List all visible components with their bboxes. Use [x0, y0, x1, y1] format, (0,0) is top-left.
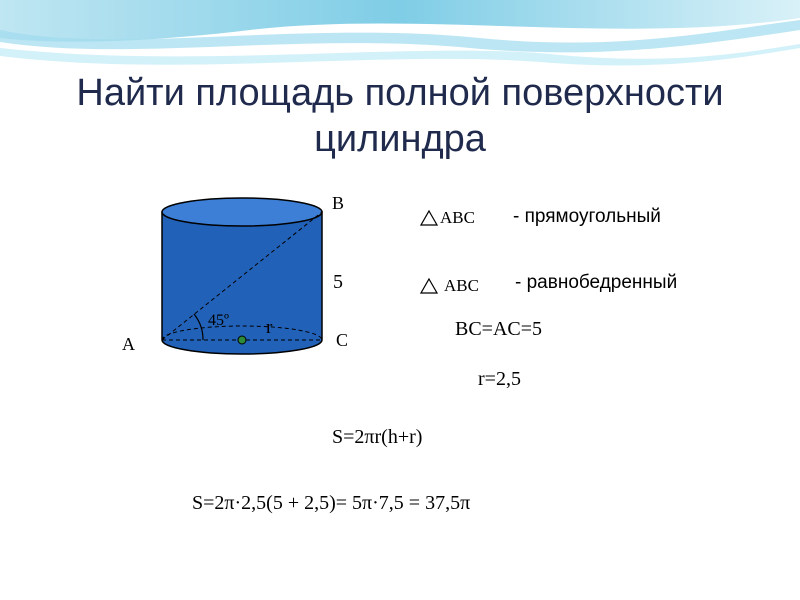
point-b-label: B	[332, 193, 345, 213]
fact-isosceles-triangle	[420, 276, 479, 296]
triangle-name: ABC	[440, 208, 475, 227]
title-line-1: Найти площадь полной поверхности	[76, 72, 724, 114]
height-label: 5	[333, 271, 343, 293]
title-line-2: цилиндра	[314, 118, 486, 160]
point-c-label: C	[336, 330, 349, 350]
triangle-name: ABC	[444, 276, 479, 295]
center-point	[238, 336, 246, 344]
header-wave-decoration	[0, 0, 800, 80]
formula-general: S=2πr(h+r)	[332, 426, 423, 448]
fact-isosceles-text: - равнобедренный	[515, 272, 678, 293]
cylinder-top	[162, 198, 322, 226]
slide-title	[40, 70, 760, 162]
angle-label: 45º	[208, 312, 229, 329]
radius-label: r	[266, 317, 273, 338]
point-a-label: A	[122, 334, 135, 354]
triangle-icon	[420, 277, 438, 295]
cylinder-body	[162, 212, 322, 354]
fact-right-triangle	[420, 208, 475, 228]
fact-right-text: - прямоугольный	[513, 206, 661, 227]
formula-computed: S=2π·2,5(5 + 2,5)= 5π·7,5 = 37,5π	[192, 492, 471, 514]
radius-value: r=2,5	[478, 368, 521, 390]
equality-bc-ac: BC=AC=5	[455, 318, 543, 340]
triangle-icon	[420, 209, 438, 227]
